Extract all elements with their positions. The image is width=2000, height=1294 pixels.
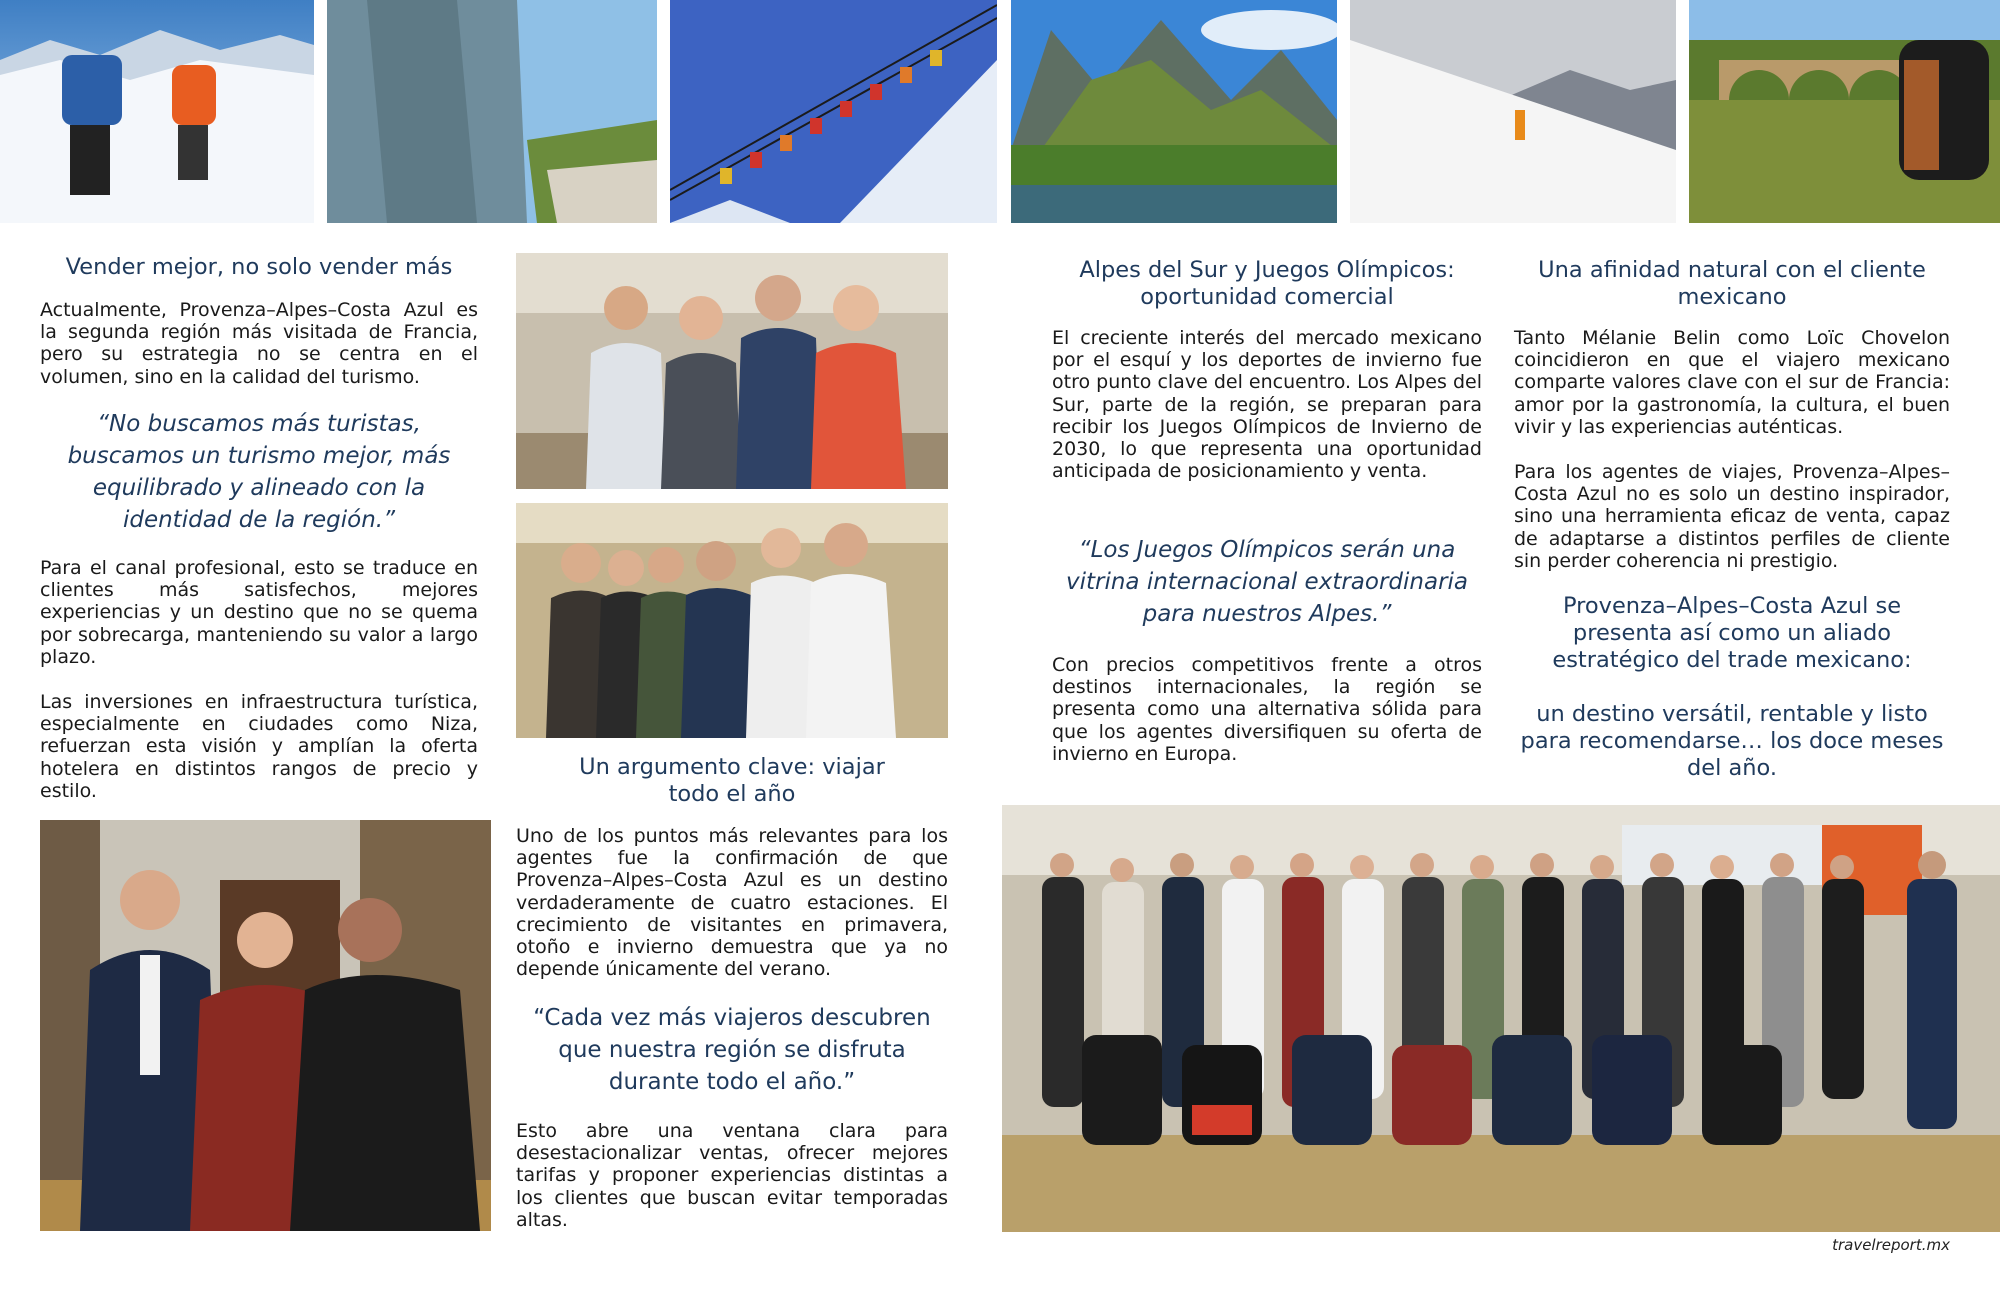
col1-heading: Vender mejor, no solo vender más: [65, 254, 453, 280]
photo-group: [1002, 805, 2000, 1232]
col3-quote: “Los Juegos Olímpicos serán una vitrina internacional extraordinaria para nuestros Alpes.”: [1065, 537, 1469, 627]
col1-quote: “No buscamos más turistas, buscamos un turismo mejor, más equilibrado y alineado con la identidad de la región.”: [67, 411, 451, 533]
photo-rock-climber: [327, 0, 657, 223]
col3-heading: Alpes del Sur y Juegos Olímpicos: oportunidad comercial: [1079, 257, 1455, 310]
col1-paragraph-1: Actualmente, Provenza–Alpes–Costa Azul es la segunda región más visitada de Francia, pero su estrategia no se centra en el volumen, sino en la calidad del turismo.: [40, 299, 478, 388]
footer-site-name: travelreport.mx: [1832, 1236, 1950, 1254]
photo-six-attendees: [516, 503, 948, 738]
col1-paragraph-2: Para el canal profesional, esto se traduce en clientes más satisfechos, mejores experiencias y un destino que no se quema por sobrecarga, manteniendo su valor a largo plazo.: [40, 557, 478, 668]
col4-paragraph-2: Para los agentes de viajes, Provenza–Alpes–Costa Azul no es solo un destino inspirador, sino una herramienta eficaz de venta, capaz de adaptarse a distintos perfiles de cliente sin perder coherencia ni prestigio.: [1514, 461, 1950, 572]
photo-cyclist-bridge: [1689, 0, 2000, 223]
col2-heading: Un argumento clave: viajar todo el año: [579, 754, 885, 807]
col4-closing-statement: Provenza–Alpes–Costa Azul se presenta así como un aliado estratégico del trade mexicano:: [1552, 593, 1912, 673]
col2-paragraph-1: Uno de los puntos más relevantes para los agentes fue la confirmación de que Provenza–Alpes–Costa Azul es un destino verdaderamente de cuatro estaciones. El crecimiento de visitantes en primavera, otoño e invierno demuestra que ya no depende únicamente del verano.: [516, 825, 948, 981]
photo-cable-car: [670, 0, 997, 223]
photo-mountain-lake: [1011, 0, 1337, 223]
col4-heading: Una afinidad natural con el cliente mexicano: [1538, 257, 1926, 310]
photo-four-attendees: [516, 253, 948, 489]
col3-paragraph-1: El creciente interés del mercado mexicano por el esquí y los deportes de invierno fue otro punto clave del encuentro. Los Alpes del Sur, parte de la región, se preparan para recibir los Juegos Olímpicos de Invierno de 2030, lo que representa una oportunidad anticipada de posicionamiento y venta.: [1052, 327, 1482, 483]
photo-skiers: [0, 0, 314, 223]
col3-paragraph-2: Con precios competitivos frente a otros destinos internacionales, la región se presenta como una alternativa sólida para que los agentes diversifiquen su oferta de invierno en Europa.: [1052, 654, 1482, 765]
col4-closing-tagline: un destino versátil, rentable y listo para recomendarse… los doce meses del año.: [1520, 701, 1944, 781]
col2-paragraph-2: Esto abre una ventana clara para desestacionalizar ventas, ofrecer mejores tarifas y proponer experiencias distintas a los clientes que buscan evitar temporadas altas.: [516, 1120, 948, 1231]
col1-paragraph-3: Las inversiones en infraestructura turística, especialmente en ciudades como Niza, refuerzan esta visión y amplían la oferta hotelera en distintos rangos de precio y estilo.: [40, 691, 478, 802]
col4-paragraph-1: Tanto Mélanie Belin como Loïc Chovelon coincidieron en que el viajero mexicano comparte valores clave con el sur de Francia: amor por la gastronomía, la cultura, el buen vivir y las experiencias auténticas.: [1514, 327, 1950, 438]
photo-snow-slope: [1350, 0, 1676, 223]
photo-three-delegates: [40, 820, 491, 1231]
col2-quote: “Cada vez más viajeros descubren que nuestra región se disfruta durante todo el año.”: [533, 1005, 931, 1095]
